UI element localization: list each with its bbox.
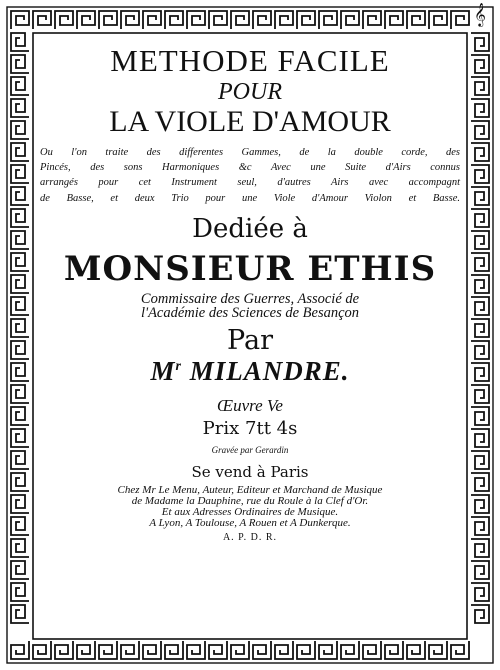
dedication-heading: Dediée à — [192, 213, 308, 244]
border-key-tile — [471, 165, 489, 183]
border-key-tile — [187, 641, 205, 659]
border-key-tile — [11, 319, 29, 337]
border-key-tile — [11, 297, 29, 315]
border-key-tile — [11, 55, 29, 73]
border-key-tile — [253, 11, 271, 29]
border-key-tile — [11, 275, 29, 293]
border-key-tile — [341, 11, 359, 29]
address-line: de Madame la Dauphine, rue du Roule à la Clef d'Or. — [131, 494, 369, 507]
border-key-tile — [11, 407, 29, 425]
dedicatee-name: MONSIEUR ETHIS — [63, 248, 437, 289]
border-key-tile — [99, 641, 117, 659]
border-key-tile — [471, 121, 489, 139]
price: Prix 7tt 4s — [202, 417, 298, 439]
border-key-tile — [275, 641, 293, 659]
border-key-tile — [77, 11, 95, 29]
border-key-tile — [11, 187, 29, 205]
border-key-tile — [471, 363, 489, 381]
border-key-tile — [11, 143, 29, 161]
border-key-tile — [407, 641, 425, 659]
title-line-1: METHODE FACILE — [110, 43, 390, 78]
description-line: arrangés pour cet Instrument seul, d'autres Airs avec accompagnt — [40, 177, 460, 189]
author-surname: MILANDRE. — [181, 355, 350, 386]
border-key-tile — [429, 11, 447, 29]
border-key-tile — [471, 561, 489, 579]
border-key-tile — [11, 451, 29, 469]
author-prefix: M — [150, 355, 176, 386]
border-key-tile — [363, 11, 381, 29]
border-key-tile — [471, 209, 489, 227]
border-key-tile — [471, 539, 489, 557]
border-key-tile — [165, 11, 183, 29]
opus-number: Œuvre Ve — [217, 395, 283, 415]
border-key-tile — [11, 253, 29, 271]
border-key-tile — [11, 429, 29, 447]
border-key-tile — [451, 641, 469, 659]
border-key-tile — [471, 99, 489, 117]
description-line: de Basse, et deux Trio pour une Viole d'Amour Violon et Basse. — [40, 192, 460, 204]
border-key-tile — [11, 77, 29, 95]
border-key-tile — [471, 187, 489, 205]
border-key-tile — [11, 495, 29, 513]
dedicatee-title — [40, 292, 460, 321]
border-key-tile — [363, 641, 381, 659]
description-line: Ou l'on traite des differentes Gammes, de la double corde, des — [40, 147, 460, 158]
border-key-tile — [429, 641, 447, 659]
border-key-tile — [385, 11, 403, 29]
sale-addresses — [40, 485, 460, 529]
title-page — [40, 40, 460, 632]
border-key-tile — [275, 11, 293, 29]
border-key-tile — [231, 641, 249, 659]
border-key-tile — [99, 11, 117, 29]
privilege-mark: A. P. D. R. — [222, 531, 278, 543]
address-line: A Lyon, A Toulouse, A Rouen et A Dunkerque. — [149, 516, 351, 529]
border-key-tile — [471, 517, 489, 535]
dedicatee-title-line: l'Académie des Sciences de Besançon — [140, 305, 360, 322]
description-block — [40, 145, 460, 206]
border-key-tile — [121, 641, 139, 659]
border-key-tile — [471, 55, 489, 73]
author-par: Par — [227, 324, 273, 356]
border-key-tile — [471, 275, 489, 293]
border-key-tile — [11, 583, 29, 601]
border-key-tile — [471, 385, 489, 403]
border-key-tile — [471, 473, 489, 491]
border-key-tile — [11, 231, 29, 249]
border-key-tile — [11, 209, 29, 227]
border-key-tile — [187, 11, 205, 29]
border-key-tile — [471, 407, 489, 425]
treble-clef-icon: 𝄞 — [474, 2, 486, 26]
border-key-tile — [471, 451, 489, 469]
description-line: Pincés, des sons Harmoniques &c Avec une Suite d'Airs connus — [40, 162, 460, 174]
border-key-tile — [11, 341, 29, 359]
border-key-tile — [407, 11, 425, 29]
border-key-tile — [253, 641, 271, 659]
author-prefix-sup: r — [175, 358, 182, 374]
border-key-tile — [471, 319, 489, 337]
title-line-2: POUR — [218, 79, 282, 105]
border-key-tile — [11, 385, 29, 403]
border-key-tile — [451, 11, 469, 29]
border-key-tile — [471, 583, 489, 601]
title-line-3: LA VIOLE D'AMOUR — [109, 105, 391, 138]
border-key-tile — [143, 11, 161, 29]
border-key-tile — [11, 165, 29, 183]
border-key-tile — [471, 253, 489, 271]
border-key-tile — [11, 473, 29, 491]
border-key-tile — [471, 33, 489, 51]
border-key-tile — [11, 11, 29, 29]
border-key-tile — [143, 641, 161, 659]
border-key-tile — [471, 341, 489, 359]
border-key-tile — [471, 231, 489, 249]
border-key-tile — [165, 641, 183, 659]
dedicatee-title-line: Commissaire des Guerres, Associé de — [140, 290, 360, 307]
border-key-tile — [471, 495, 489, 513]
border-key-tile — [11, 33, 29, 51]
border-key-tile — [471, 297, 489, 315]
border-key-tile — [385, 641, 403, 659]
border-key-tile — [55, 11, 73, 29]
border-key-tile — [33, 641, 51, 659]
border-key-tile — [121, 11, 139, 29]
address-line: Chez Mr Le Menu, Auteur, Editeur et Marchand de Musique — [117, 483, 383, 496]
border-key-tile — [11, 641, 29, 659]
border-key-tile — [471, 605, 489, 623]
border-key-tile — [77, 641, 95, 659]
border-key-tile — [11, 121, 29, 139]
border-key-tile — [471, 143, 489, 161]
border-key-tile — [297, 641, 315, 659]
engraver-credit: Gravée par Gerardin — [211, 444, 289, 455]
border-key-tile — [55, 641, 73, 659]
border-key-tile — [341, 641, 359, 659]
border-key-tile — [11, 99, 29, 117]
border-key-tile — [11, 517, 29, 535]
border-key-tile — [297, 11, 315, 29]
border-key-tile — [319, 11, 337, 29]
border-key-tile — [209, 641, 227, 659]
border-key-tile — [11, 561, 29, 579]
border-key-tile — [209, 11, 227, 29]
border-key-tile — [11, 363, 29, 381]
border-key-tile — [319, 641, 337, 659]
author-name — [40, 355, 460, 386]
border-key-tile — [11, 539, 29, 557]
address-line: Et aux Adresses Ordinaires de Musique. — [161, 505, 339, 518]
sale-heading: Se vend à Paris — [191, 462, 309, 481]
border-key-tile — [33, 11, 51, 29]
border-key-tile — [231, 11, 249, 29]
border-key-tile — [11, 605, 29, 623]
border-key-tile — [471, 77, 489, 95]
border-key-tile — [471, 429, 489, 447]
